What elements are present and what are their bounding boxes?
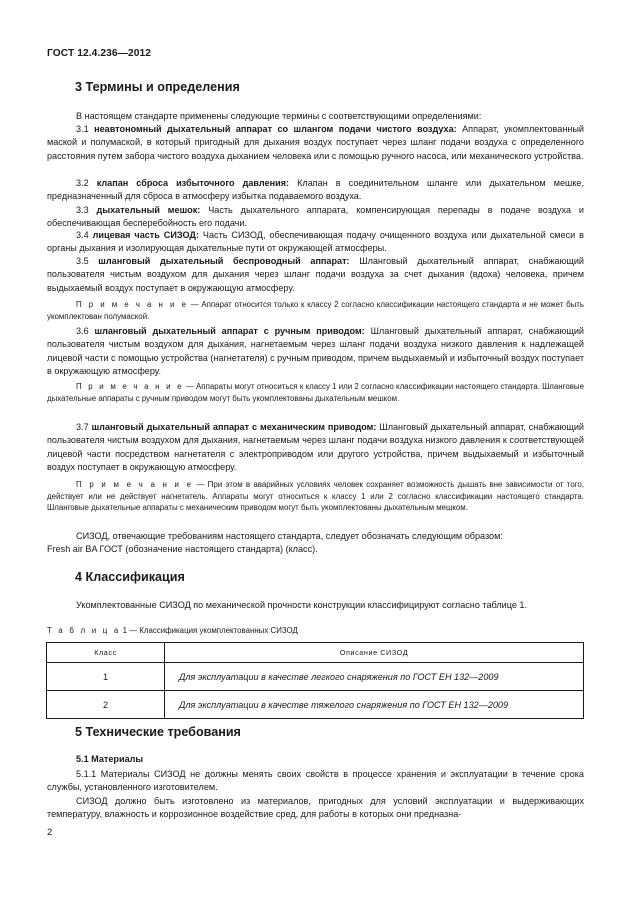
term-definition: Шланговый дыхательный аппарат, снабжающий пользователя чистым воздухом для дыхания, нагнетаемым через шланг подачи воздуха низкого давления к соответствующей лицевой части посредством нагнетателя с электроприводом или другого устройства, причем выдыхаемый и избыточный воздух поступает в окружающую атмосферу. (47, 422, 585, 473)
term-3-7 (47, 421, 584, 475)
term-3-5 (47, 255, 584, 295)
section-3-intro: В настоящем стандарте применены следующие термины с соответствующими определениями: (76, 111, 482, 121)
section-5-title: 5 Технические требования (75, 725, 241, 739)
section-4-text: Укомплектованные СИЗОД по механической прочности конструкции классифицируют согласно таблице 1. (76, 600, 527, 610)
designation-line-2: Fresh air BA ГОСТ (обозначение настоящего стандарта) (класс). (47, 544, 318, 554)
term-name: неавтономный дыхательный аппарат со шлангом подачи чистого воздуха: (94, 124, 457, 134)
cell-class: 2 (47, 691, 165, 719)
header-description: Описание СИЗОД (165, 643, 584, 663)
table-row (47, 691, 584, 719)
document-header: ГОСТ 12.4.236—2012 (47, 48, 152, 59)
term-3-6 (47, 325, 584, 379)
subsection-5-1-title: 5.1 Материалы (76, 754, 144, 764)
table-label: Т а б л и ц а (47, 626, 121, 635)
note-label: П р и м е ч а н и е (76, 382, 184, 391)
paragraph-5-1-1: 5.1.1 Материалы СИЗОД не должны менять своих свойств в процессе хранения и эксплуатации в течение срока службы, установленного изготовителем. (47, 769, 584, 793)
term-number: 3.2 (76, 178, 89, 188)
term-number: 3.1 (76, 124, 89, 134)
term-name: клапан сброса избыточного давления: (96, 178, 290, 188)
page-number: 2 (47, 827, 53, 838)
note-2 (47, 381, 584, 404)
term-number: 3.4 (76, 230, 89, 240)
term-name: шланговый дыхательный беспроводный аппарат: (98, 256, 350, 266)
designation-line-1: СИЗОД, отвечающие требованиям настоящего стандарта, следует обозначать следующим образом: (76, 531, 503, 541)
term-number: 3.3 (76, 205, 89, 215)
header-class: Класс (47, 643, 165, 663)
term-3-4 (47, 229, 584, 256)
cell-description: Для эксплуатации в качестве легкого снаряжения по ГОСТ ЕН 132—2009 (165, 663, 584, 691)
note-text: — При этом в аварийных условиях человек сохраняет возможность дышать вне зависимости от того, действует или не действует нагнетатель. Аппараты могут относиться к классу 1 или 2 согласно классификации настоящего стандарта. Шланговые дыхательные аппараты с механическим приводом могут быть укомплектованы дыхательным мешком. (47, 480, 584, 512)
section-4-title: 4 Классификация (75, 570, 185, 584)
term-number: 3.7 (76, 422, 89, 432)
note-label: П р и м е ч а н и е (76, 300, 189, 309)
term-definition: Часть СИЗОД, обеспечивающая подачу очищенного воздуха или дыхательной смеси в органы дыхания и изолирующая дыхательные пути от окружающей атмосферы. (47, 230, 584, 254)
term-3-3 (47, 204, 584, 231)
table-header-row (47, 643, 584, 663)
table-title: 1 — Классификация укомплектованных СИЗОД (120, 626, 298, 635)
note-label: П р и м е ч а н и е (76, 480, 194, 489)
term-definition: Аппарат, укомплектованный маской и полумаской, в который пригодный для дыхания воздух поступает через шланг подачи воздуха с определенного расстояния путем забора чистого воздуха дыханием человека или с помощью ручного насоса, или механического устройства. (47, 124, 584, 161)
note-text: — Аппараты могут относиться к классу 1 или 2 согласно классификации настоящего стандарта. Шланговые дыхательные аппараты с ручным приводом могут быть укомплектованы дыхательным мешком. (47, 382, 584, 403)
table-caption (47, 626, 298, 635)
term-number: 3.5 (76, 256, 89, 266)
paragraph-materials: СИЗОД должно быть изготовлено из материалов, пригодных для условий эксплуатации и выдерживающих температуру, влажность и коррозионное воздействие сред, для работы в которых они предназна- (47, 796, 584, 820)
term-definition: Клапан в соединительном шланге или дыхательном мешке, предназначенный для сброса в атмосферу избытка подаваемого воздуха. (47, 178, 584, 202)
term-name: шланговый дыхательный аппарат с механическим приводом: (91, 422, 377, 432)
section-3-title: 3 Термины и определения (75, 80, 240, 94)
term-number: 3.6 (76, 326, 89, 336)
note-1 (47, 299, 584, 322)
term-definition: Шланговый дыхательный аппарат, снабжающий пользователя чистым воздухом для дыхания через шланг подачи воздуха за счет дыхания (вдоха) человека, причем выдыхаемый воздух поступает в окружающую атмосферу. (47, 256, 585, 293)
term-name: лицевая часть СИЗОД: (92, 230, 199, 240)
term-3-1 (47, 123, 584, 163)
term-definition: Шланговый дыхательный аппарат, снабжающий пользователя чистым воздухом для дыхания, нагнетаемым через шланг подачи воздуха низкого давления к надлежащей лицевой части с помощью устройства (нагнетателя) с ручным приводом, причем выдыхаемый и избыточный воздух поступает в окружающую атмосферу. (47, 326, 585, 377)
cell-description: Для эксплуатации в качестве тяжелого снаряжения по ГОСТ ЕН 132—2009 (165, 691, 584, 719)
note-text: — Аппарат относится только к классу 2 согласно классификации настоящего стандарта и не может быть укомплектован полумаской. (47, 300, 585, 321)
term-3-2 (47, 177, 584, 204)
classification-table (46, 642, 584, 719)
term-name: дыхательный мешок: (96, 205, 201, 215)
term-definition: Часть дыхательного аппарата, компенсирующая перепады в подаче воздуха и обеспечивающая бесперебойность его подачи. (47, 205, 584, 229)
note-3 (47, 479, 584, 514)
term-name: шланговый дыхательный аппарат с ручным приводом: (94, 326, 365, 336)
cell-class: 1 (47, 663, 165, 691)
table-row (47, 663, 584, 691)
